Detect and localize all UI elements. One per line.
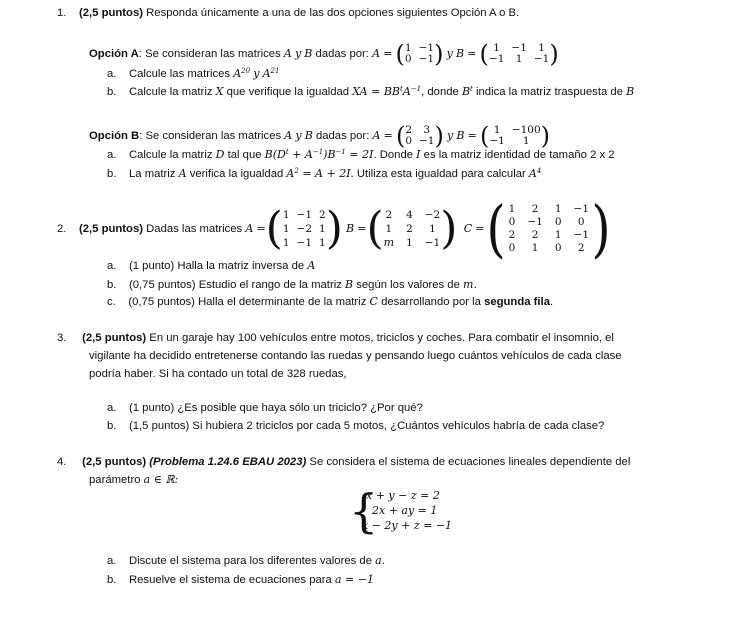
q4-line-2: parámetro a ∈ ℝ: (89, 473, 179, 486)
equation-3: x − 2y + z = −1 (362, 519, 453, 532)
q2-item-a: a. (1 punto) Halla la matriz inversa de A (107, 259, 316, 272)
q1-number: 1. (57, 7, 67, 19)
q1-points: (2,5 puntos) (78, 7, 143, 19)
q2-header: 2. (2,5 puntos) Dadas las matrices A = ( 1 −1 2 1 −2 1 1 −1 1 ) B = ( 2 4 −2 1 2 1 m 1 −1 ) C = ( 1 2 1 −1 0 −1 0 0 2 2 1 −1 0 1 0 2 ) (57, 198, 613, 260)
option-a-item-b: b. Calcule la matriz X que verifique la igualdad XA = $BB^tA^{-1}$, donde $B^t$ indica la matriz traspuesta de B (107, 85, 635, 98)
q4-line-1: 4. (2,5 puntos) (Problema 1.24.6 EBAU 2023) Se considera el sistema de ecuaciones lineales dependiente del (57, 456, 631, 468)
system-brace: { (349, 484, 379, 538)
q2-matrix-b: ( 2 4 −2 1 2 1 m 1 −1 ) (366, 203, 458, 254)
option-b-matrix-b: ( 1 −100 −1 1 ) (479, 122, 551, 150)
equation-1: x + y − z = 2 (366, 489, 440, 502)
q4-number: 4. (57, 456, 67, 468)
q3-number: 3. (57, 332, 67, 344)
q2-item-c: c. (0,75 puntos) Halla el determinante de la matriz C desarrollando por la segunda fila. (107, 295, 554, 308)
q1-header (57, 6, 519, 20)
q4-item-a: a. Discute el sistema para los diferentes valores de a. (107, 554, 386, 567)
q3-points: (2,5 puntos) (82, 332, 147, 344)
q3-item-b: b. (1,5 puntos) Si hubiera 2 triciclos por cada 5 motos, ¿Cuántos vehículos habría de cada clase? (107, 420, 605, 432)
q4-points: (2,5 puntos) (82, 456, 147, 468)
option-a-matrix-b: ( 1 −1 1 −1 1 −1 ) (479, 40, 559, 68)
q2-number: 2. (57, 223, 67, 235)
q3-line-2: vigilante ha decidido entretenerse contando las ruedas y pensando luego cuántos vehículos de cada clase (89, 350, 622, 362)
option-b-matrix-a: ( 2 3 0 −1 ) (395, 122, 444, 150)
q2-item-b: b. (0,75 puntos) Estudio el rango de la matriz B según los valores de m. (107, 278, 477, 291)
q2-matrix-a: ( 1 −1 2 1 −2 1 1 −1 1 ) (265, 203, 343, 254)
q3-item-a: a. (1 punto) ¿Es posible que haya sólo un triciclo? ¿Por qué? (107, 402, 423, 414)
option-b-label: Opción B (89, 129, 140, 142)
q2-points: (2,5 puntos) (78, 223, 143, 235)
option-b-item-b: b. La matriz A verifica la igualdad $A^2 = A + 2I$. Utiliza esta igualdad para calcular $A^4$ (107, 167, 542, 180)
option-a-item-a: a. Calcule las matrices $A^{20}$ y $A^{21}$ (107, 67, 280, 80)
option-a-matrix-a: ( 1 −1 0 −1 ) (395, 40, 444, 68)
q1-option-b-line: Opción B: Se consideran las matrices A y B dadas por: A = ( 2 3 0 −1 ) y B = ( 1 −100 −1 1 ) (89, 122, 551, 150)
q1-text: Responda únicamente a una de las dos opciones siguientes Opción A o B. (146, 7, 520, 19)
option-b-item-a: a. Calcule la matriz D tal que $B(D^t + A^{-1})B^{-1} = 2I$. Donde I es la matriz identidad de tamaño 2 x 2 (107, 148, 615, 161)
equation-2: 2x + ay = 1 (372, 504, 438, 517)
q1-option-a-line: Opción A: Se consideran las matrices A y B dadas por: A = ( 1 −1 0 −1 ) y B = ( 1 −1 1 −1 1 −1 ) (89, 40, 559, 68)
q2-matrix-c: ( 1 2 1 −1 0 −1 0 0 2 2 1 −1 0 1 0 2 ) (486, 192, 611, 265)
option-a-label: Opción A (89, 47, 139, 60)
q3-line-3: podría haber. Si ha contado un total de 328 ruedas, (89, 368, 347, 380)
q3-line-1: 3. (2,5 puntos) En un garaje hay 100 vehículos entre motos, triciclos y coches. Para combatir el insomnio, el (57, 332, 614, 344)
q4-item-b: b. Resuelve el sistema de ecuaciones para a = −1 (107, 573, 374, 586)
q4-reference: (Problema 1.24.6 EBAU 2023) (149, 456, 307, 468)
